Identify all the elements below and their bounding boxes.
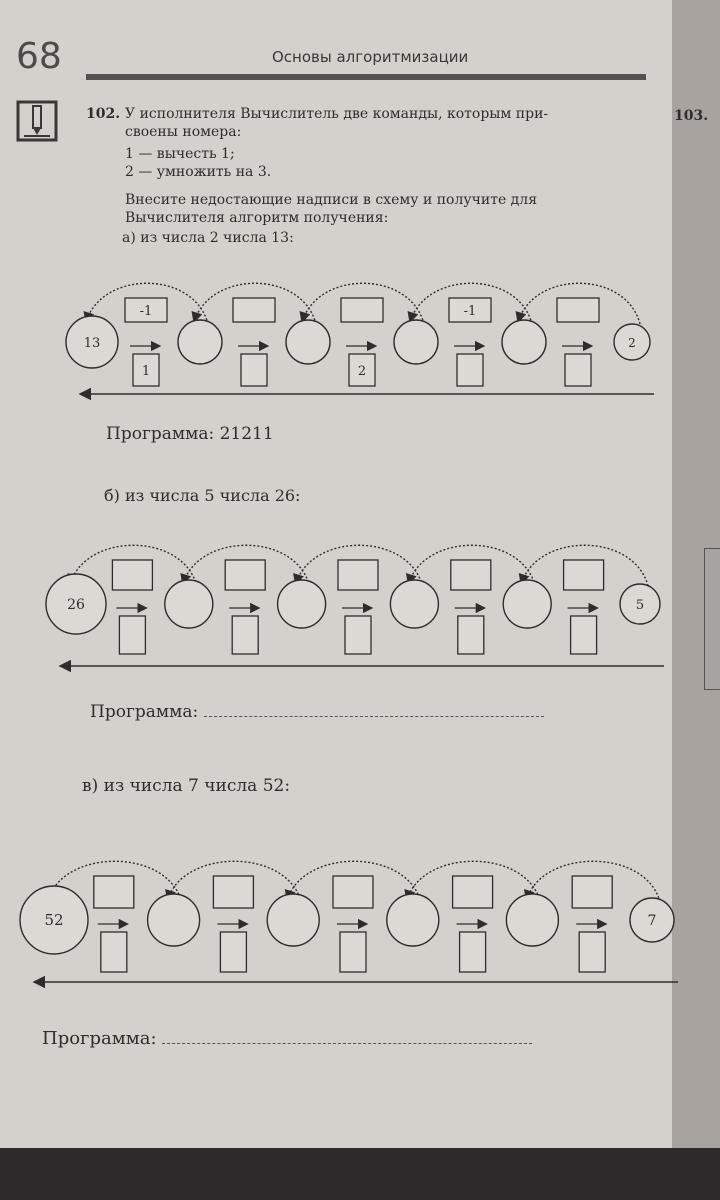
part-b-label: б) из числа 5 числа 26: (104, 486, 301, 505)
program-b-label: Программа: (90, 702, 199, 722)
intermediate-number-circle[interactable] (387, 894, 439, 946)
command-number-box[interactable] (101, 932, 127, 972)
start-number-text: 7 (647, 913, 657, 929)
intermediate-number-circle[interactable] (148, 894, 200, 946)
command-number-box[interactable] (579, 932, 605, 972)
command-box-top[interactable] (341, 298, 383, 322)
intermediate-number-circle[interactable] (278, 580, 326, 628)
program-b (90, 702, 544, 722)
instruction-line2: Вычислителя алгоритм получения: (125, 210, 389, 226)
command-number-box[interactable] (119, 616, 145, 654)
command-number-box[interactable] (340, 932, 366, 972)
command-number-box[interactable] (460, 932, 486, 972)
command-number-box[interactable] (458, 616, 484, 654)
start-number-text: 2 (628, 336, 636, 350)
program-c-label: Программа: (42, 1028, 157, 1049)
intermediate-number-circle[interactable] (178, 320, 222, 364)
task-intro-line2: своены номера: (125, 124, 242, 140)
task-intro-line1: У исполнителя Вычислитель две команды, которым при- (125, 106, 549, 122)
scheme-c (14, 834, 684, 1004)
scheme-a (60, 266, 660, 406)
command-box-top[interactable] (338, 560, 378, 590)
task-number: 102. (86, 106, 121, 122)
intermediate-number-circle[interactable] (506, 894, 558, 946)
command-number-box[interactable] (571, 616, 597, 654)
command-number-box[interactable] (241, 354, 267, 386)
command-box-top[interactable] (213, 876, 253, 908)
command-box-top[interactable] (233, 298, 275, 322)
intermediate-number-circle[interactable] (267, 894, 319, 946)
scheme-b (40, 524, 670, 684)
header-rule (86, 74, 646, 80)
intermediate-number-circle[interactable] (503, 580, 551, 628)
next-task-number: 103. (674, 108, 709, 124)
command-number-box[interactable] (457, 354, 483, 386)
next-page-table-edge (704, 548, 720, 690)
command-box-top[interactable] (557, 298, 599, 322)
end-number-text: 26 (67, 597, 85, 613)
program-a-value[interactable]: 21211 (219, 424, 274, 444)
instruction-line1: Внесите недостающие надписи в схему и получите для (125, 192, 538, 208)
command-box-top-text: -1 (139, 304, 153, 319)
command-box-top-text: -1 (463, 304, 477, 319)
intermediate-number-circle[interactable] (394, 320, 438, 364)
command-box-top[interactable] (564, 560, 604, 590)
command-number-box[interactable] (232, 616, 258, 654)
end-number-text: 13 (83, 336, 101, 351)
command-box-top[interactable] (451, 560, 491, 590)
intermediate-number-circle[interactable] (390, 580, 438, 628)
command-box-top[interactable] (225, 560, 265, 590)
running-title: Основы алгоритмизации (272, 48, 469, 66)
command-box-top[interactable] (572, 876, 612, 908)
command-number-text: 1 (141, 364, 151, 379)
command-number-box[interactable] (565, 354, 591, 386)
part-a-label: а) из числа 2 числа 13: (122, 230, 294, 246)
command-box-top[interactable] (112, 560, 152, 590)
part-c-label: в) из числа 7 числа 52: (82, 776, 291, 796)
command-1: 1 — вычесть 1; (125, 146, 235, 162)
command-number-text: 2 (357, 364, 367, 379)
command-box-top[interactable] (453, 876, 493, 908)
command-box-top[interactable] (94, 876, 134, 908)
command-number-box[interactable] (220, 932, 246, 972)
start-number-text: 5 (635, 598, 645, 613)
program-c-answer-line[interactable] (162, 1031, 532, 1044)
command-box-top[interactable] (333, 876, 373, 908)
pencil-task-icon (16, 100, 58, 142)
table-surface (0, 1148, 720, 1200)
intermediate-number-circle[interactable] (286, 320, 330, 364)
program-b-answer-line[interactable] (204, 704, 544, 717)
intermediate-number-circle[interactable] (165, 580, 213, 628)
intermediate-number-circle[interactable] (502, 320, 546, 364)
program-a-label: Программа: (106, 424, 215, 444)
command-2: 2 — умножить на 3. (125, 164, 272, 180)
program-c (42, 1028, 532, 1049)
command-number-box[interactable] (345, 616, 371, 654)
program-a (106, 424, 274, 444)
end-number-text: 52 (44, 911, 64, 929)
page-number: 68 (16, 36, 62, 77)
